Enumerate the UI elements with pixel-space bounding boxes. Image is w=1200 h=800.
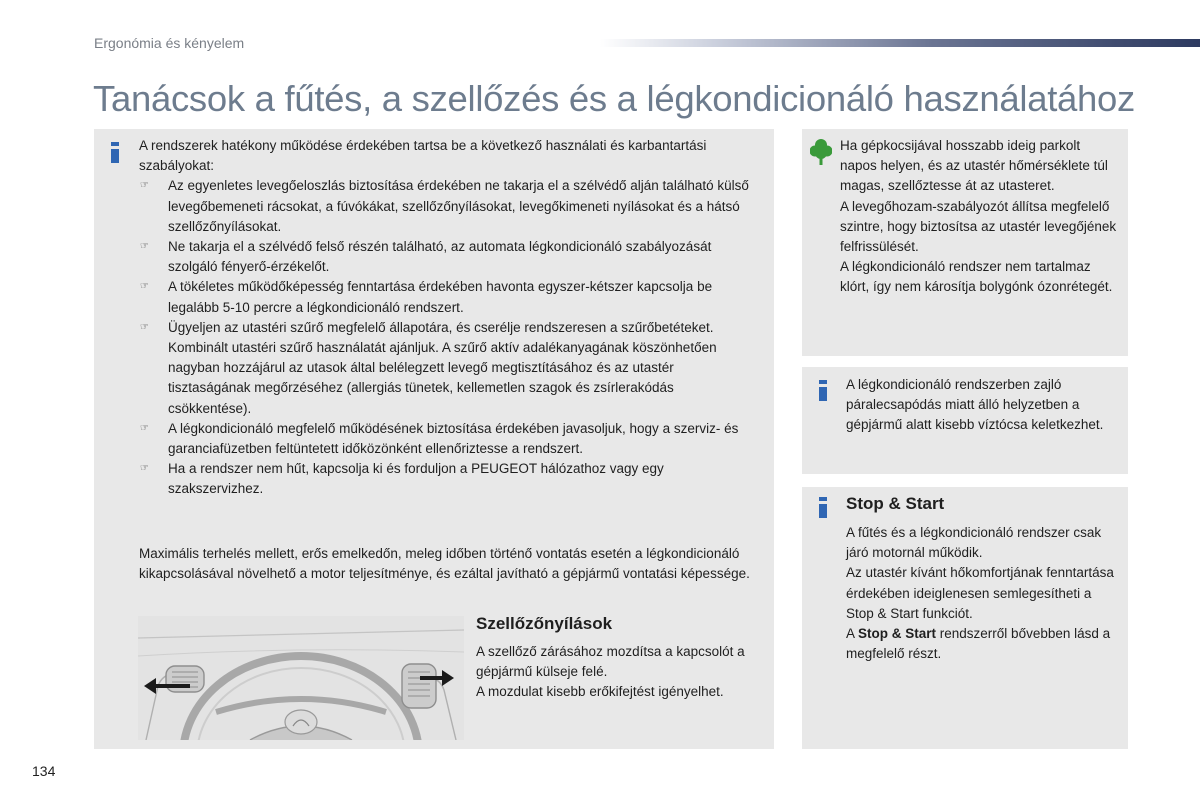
max-load-note: Maximális terhelés mellett, erős emelkedőn, meleg időben történő vontatás esetén a légkondicionáló kikapcsolásával növelhető a motor teljesítménye, és ezáltal javítható a gépjármű vontatási képessége.: [139, 546, 750, 582]
advice-bullet-list: [139, 176, 759, 338]
section-label: Ergonómia és kényelem: [94, 35, 245, 51]
stop-start-heading: Stop & Start: [846, 494, 945, 513]
vents-instruction: A szellőző zárásához mozdítsa a kapcsolót a gépjármű külseje felé.: [476, 644, 745, 680]
stop-start-engine-note: A fűtés és a légkondicionáló rendszer csak járó motornál működik.: [846, 525, 1102, 561]
dashboard-vent-drawing: [138, 616, 464, 740]
bullet-item: ☞ Az egyenletes levegőeloszlás biztosítása érdekében ne takarja el a szélvédő alján található külső levegőbemeneti rácsokat, a fúvókákat, szellőzőnyílásokat, levegőkimeneti nyílásokat és a hátsó szellőzőnyílásokat.: [139, 176, 759, 237]
vents-note: A mozdulat kisebb erőkifejtést igényelhet.: [476, 684, 724, 700]
stop-start-reference: A Stop & Start rendszerről bővebben lásd a megfelelő részt.: [846, 626, 1111, 662]
vents-text: [476, 642, 768, 703]
bullet-item: ☞ A légkondicionáló megfelelő működésének biztosítása érdekében javasoljuk, hogy a szerviz- és garanciafüzetben feltüntetett időközönként ellenőriztesse a rendszert.: [139, 419, 759, 459]
dashboard-vent-illustration: [138, 616, 464, 740]
bullet-item: ☞ Ha a rendszer nem hűt, kapcsolja ki és forduljon a PEUGEOT hálózathoz vagy egy szakszervizhez.: [139, 459, 759, 499]
intro-paragraph: A rendszerek hatékony működése érdekében tartsa be a következő használati és karbantartási szabályokat:: [139, 138, 707, 174]
info-icon: [111, 142, 119, 163]
header-decorative-bar: [600, 39, 1200, 47]
eco-tree-icon: [810, 138, 832, 166]
bullet-item: ☞ A tökéletes működőképesség fenntartása érdekében havonta egyszer-kétszer kapcsolja be legalább 5-10 percre a légkondicionáló rendszert.: [139, 277, 759, 317]
bullet-item: ☞ Ne takarja el a szélvédő felső részén található, az automata légkondicionáló szabályozását szolgáló fényerő-érzékelőt.: [139, 237, 759, 277]
info-icon: [819, 380, 827, 401]
advice-list-section: [139, 136, 759, 500]
eco-tip-text: [840, 136, 1120, 298]
eco-airflow-tip: A levegőhozam-szabályozót állítsa megfelelő szintre, hogy biztosítsa az utastér levegőjének felfrissülését.: [840, 198, 1117, 255]
stop-start-comfort-note: Az utastér kívánt hőkomfortjának fenntartása érdekében ideiglenesen semlegesítheti a Stop & Start funkciót.: [846, 565, 1114, 621]
stop-start-text: [846, 523, 1118, 664]
bullet-item: ☞ Ügyeljen az utastéri szűrő megfelelő állapotára, és cserélje rendszeresen a szűrőbetéteket.: [139, 318, 759, 338]
info-icon: [819, 497, 827, 518]
eco-ventilate-tip: Ha gépkocsijával hosszabb ideig parkolt napos helyen, és az utastér hőmérséklete túl magas, szellőztesse át az utasteret.: [840, 138, 1108, 194]
vents-heading: Szellőzőnyílások: [476, 614, 613, 633]
page-number: 134: [32, 763, 56, 779]
eco-chlorine-note: A légkondicionáló rendszer nem tartalmaz klórt, így nem károsítja bolygónk ózonrétegét.: [840, 259, 1113, 295]
page-title: Tanácsok a fűtés, a szellőzés és a légkondicionáló használatához: [93, 78, 1135, 119]
condensation-text: A légkondicionáló rendszerben zajló páralecsapódás miatt álló helyzetben a gépjármű alatt kisebb víztócsa keletkezhet.: [846, 377, 1104, 433]
filter-note: Kombinált utastéri szűrő használatát ajánljuk. A szűrő aktív adalékanyagának köszönhetően nagyban hozzájárul az utasok által belélegzett levegő megtisztításához és az utastér tisztaságának megőrzéséhez (allergiás tünetek, kellemetlen szagok és zsírlerakódás csökkentése).: [168, 340, 717, 416]
